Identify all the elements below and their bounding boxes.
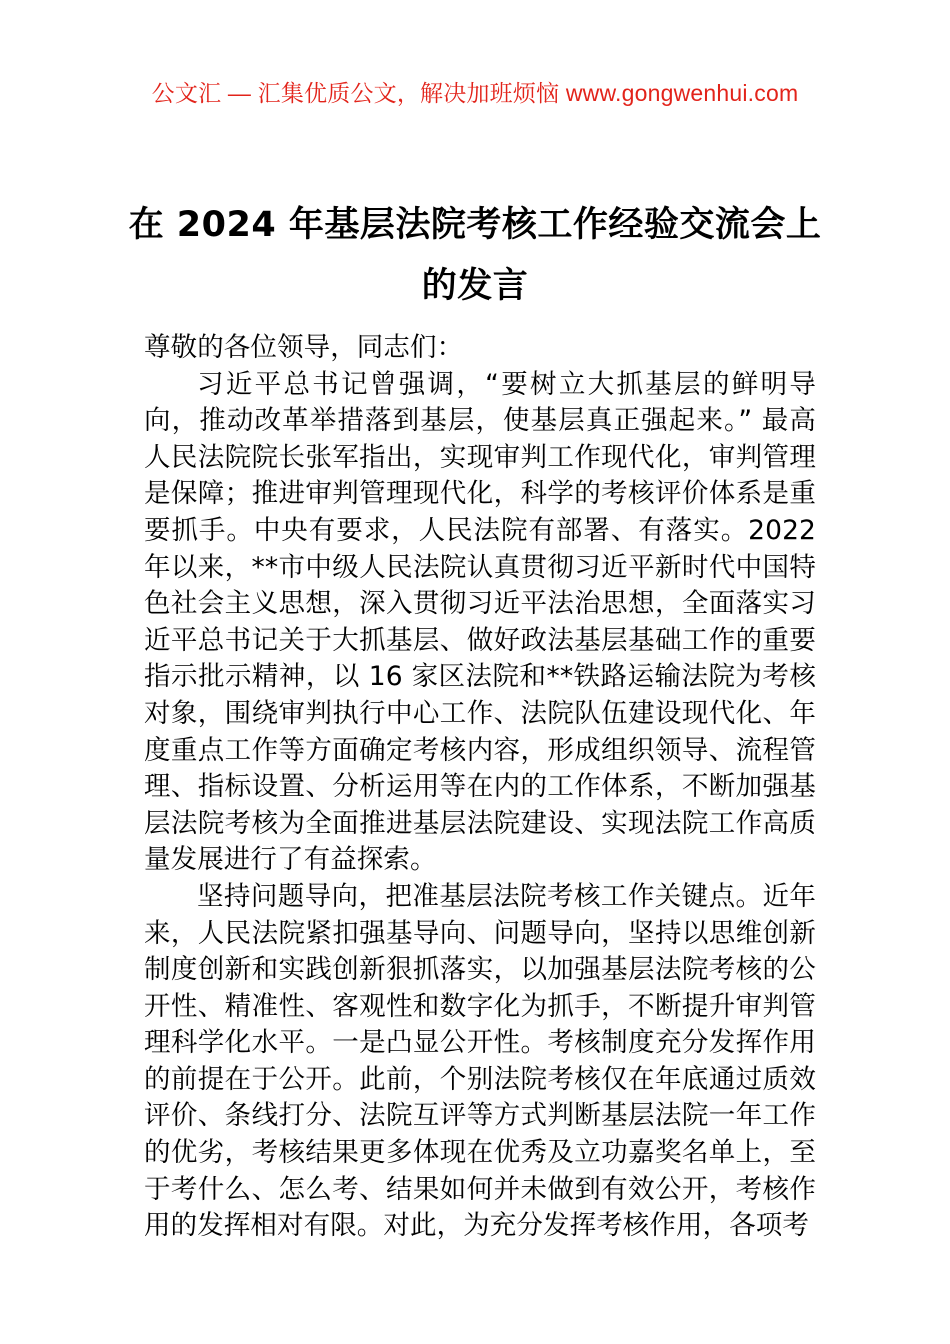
salutation-line: 尊敬的各位领导，同志们： (144, 332, 464, 363)
site-brand-text: 公文汇 — 汇集优质公文，解决加班烦恼 (151, 80, 560, 106)
site-watermark-header (0, 78, 950, 108)
page-title: 在 2024 年基层法院考核工作经验交流会上的发言 (128, 205, 822, 307)
document-body (144, 330, 816, 1245)
body-paragraph-1: 习近平总书记曾强调，“要树立大抓基层的鲜明导向，推动改革举措落到基层，使基层真正强起来。” 最高人民法院院长张军指出，实现审判工作现代化，审判管理是保障；推进审判管理现代化，科学的考核评价体系是重要抓手。中央有要求，人民法院有部署、有落实。2022 年以来，**市中级人民法院认真贯彻习近平新时代中国特色社会主义思想，深入贯彻习近平法治思想，全面落实习近平总书记关于大抓基层、做好政法基层基础工作的重要指示批示精神，以 16 家区法院和**铁路运输法院为考核对象，围绕审判执行中心工作、法院队伍建设现代化、年度重点工作等方面确定考核内容，形成组织领导、流程管理、指标设置、分析运用等在内的工作体系，不断加强基层法院考核为全面推进基层法院建设、实现法院工作高质量发展进行了有益探索。 (144, 368, 816, 876)
body-paragraph-2: 坚持问题导向，把准基层法院考核工作关键点。近年来，人民法院紧扣强基导向、问题导向，坚持以思维创新制度创新和实践创新狠抓落实，以加强基层法院考核的公开性、精准性、客观性和数字化为抓手，不断提升审判管理科学化水平。一是凸显公开性。考核制度充分发挥作用的前提在于公开。此前，个别法院考核仅在年底通过质效评价、条线打分、法院互评等方式判断基层法院一年工作的优劣，考核结果更多体现在优秀及立功嘉奖名单上，至于考什么、怎么考、结果如何并未做到有效公开，考核作用的发挥相对有限。对此，为充分发挥考核作用，各项考 (144, 880, 816, 1242)
site-url-text: www.gongwenhui.com (565, 80, 799, 106)
